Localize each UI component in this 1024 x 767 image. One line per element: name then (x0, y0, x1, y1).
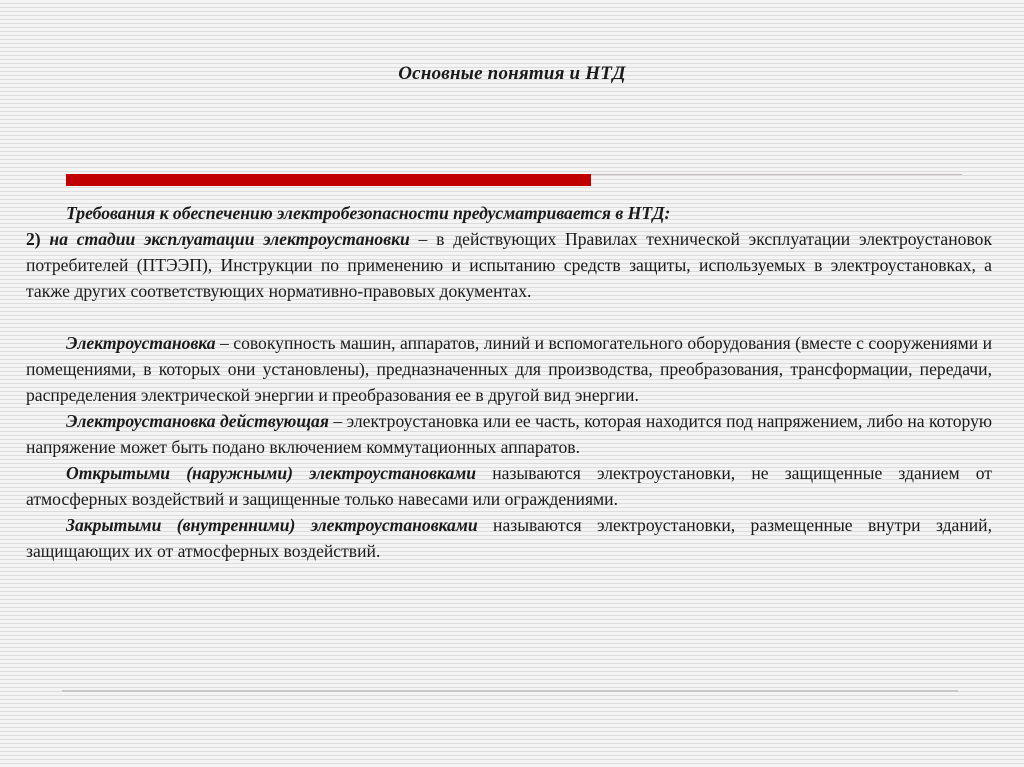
definition-term: Электроустановка (66, 333, 216, 353)
definition-term: Открытыми (наружными) электроустановками (66, 463, 477, 483)
definition-item (26, 330, 992, 408)
definition-text: называются электроустановки, размещенные внутри зданий, защищающих их от атмосферных воздействий. (26, 515, 992, 561)
definition-text: – совокупность машин, аппаратов, линий и вспомогательного оборудования (вместе с сооружениями и помещениями, в которых они установлены), предназначенных для производства, преобразования, трансформации, передачи, распределения электрической энергии и преобразования ее в другой вид энергии. (26, 333, 992, 405)
intro-item (26, 226, 992, 304)
bottom-divider-line (62, 690, 958, 692)
intro-item-text: – в действующих Правилах технической эксплуатации электроустановок потребителей (ПТЭЭП), Инструкции по применению и испытанию средств защиты, используемых в электроустановках, а также других соответствующих нормативно-правовых документах. (26, 229, 992, 301)
definition-text: – электроустановка или ее часть, которая находится под напряжением, либо на которую напряжение может быть подано включением коммутационных аппаратов. (26, 411, 993, 457)
intro-item-term: на стадии эксплуатации электроустановки (49, 229, 410, 249)
definition-text: называются электроустановки, не защищенные зданием от атмосферных воздействий и защищенные только навесами или ограждениями. (26, 463, 992, 509)
definition-item (26, 408, 992, 460)
title-divider-red-bar (66, 174, 591, 186)
intro-item-number: 2) (26, 229, 41, 249)
paragraph-spacer (26, 304, 992, 330)
definition-term: Электроустановка действующая (66, 411, 329, 431)
slide-content (26, 200, 992, 564)
definition-item (26, 460, 992, 512)
slide-title: Основные понятия и НТД (398, 63, 626, 84)
definition-item (26, 512, 992, 564)
definition-term: Закрытыми (внутренними) электроустановками (66, 515, 478, 535)
intro-heading: Требования к обеспечению электробезопасности предусматривается в НТД: (66, 203, 671, 223)
